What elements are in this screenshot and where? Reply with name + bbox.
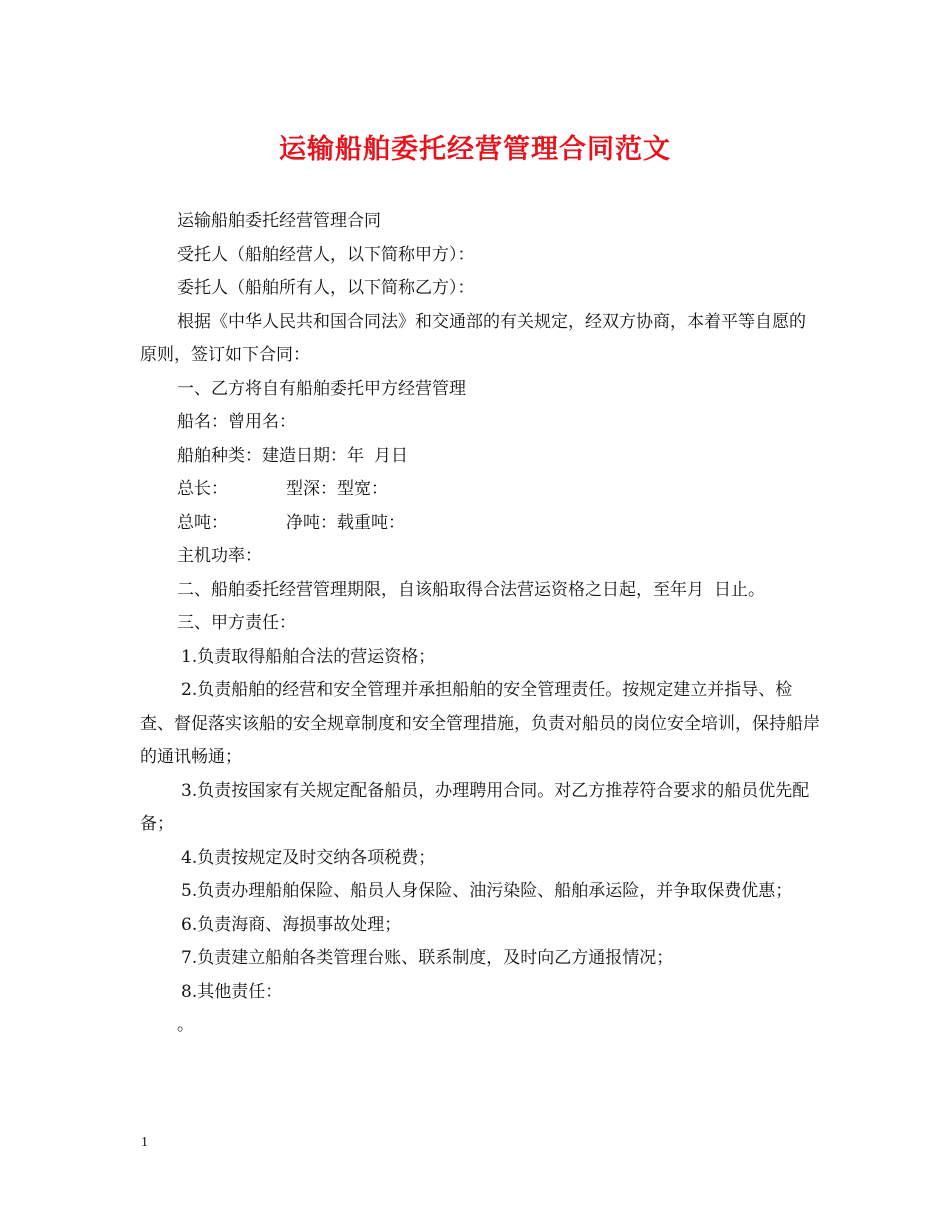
paragraph-entrusting-party: 委托人（船舶所有人，以下简称乙方）： bbox=[177, 278, 475, 298]
document-title: 运输船舶委托经营管理合同范文 bbox=[279, 134, 671, 165]
section-1-heading: 一、乙方将自有船舶委托甲方经营管理 bbox=[177, 378, 466, 399]
list-item-7: 7.负责建立船舶各类管理台账、联系制度，及时向乙方通报情况； bbox=[181, 948, 674, 968]
field-ship-name: 船名：曾用名： bbox=[177, 412, 296, 432]
field-build-date-rest: 月日 bbox=[374, 445, 408, 466]
list-item-3: 3.负责按国家有关规定配备船员，办理聘用合同。对乙方推荐符合要求的船员优先配备； bbox=[140, 780, 810, 834]
field-engine-power: 主机功率： bbox=[177, 546, 262, 566]
field-ship-type-label: 船舶种类：建造日期：年 bbox=[177, 445, 364, 466]
closing-mark: 。 bbox=[177, 1015, 194, 1035]
list-item-4: 4.负责按规定及时交纳各项税费； bbox=[181, 847, 436, 868]
section-2-term-end: 日止。 bbox=[714, 579, 765, 600]
list-item-8: 8.其他责任： bbox=[181, 981, 283, 1002]
paragraph-contract-name: 运输船舶委托经营管理合同 bbox=[177, 211, 381, 231]
section-2-term-text: 二、船舶委托经营管理期限，自该船取得合法营运资格之日起，至年月 bbox=[177, 579, 704, 600]
list-item-1: 1.负责取得船舶合法的营运资格； bbox=[181, 646, 436, 667]
field-length-depth-width bbox=[140, 473, 820, 507]
field-net-deadweight-label: 净吨：载重吨： bbox=[286, 512, 405, 533]
field-length-label: 总长： bbox=[177, 479, 228, 499]
list-item-2: 2.负责船舶的经营和安全管理并承担船舶的安全管理责任。按规定建立并指导、检查、督促落实该船的安全规章制度和安全管理措施，负责对船员的岗位安全培训，保持船岸的通讯畅通； bbox=[140, 680, 820, 767]
field-ship-type-build-date bbox=[140, 440, 820, 474]
section-2-term bbox=[140, 574, 820, 608]
list-item-5: 5.负责办理船舶保险、船员人身保险、油污染险、船舶承运险，并争取保费优惠； bbox=[181, 881, 793, 901]
list-item-6: 6.负责海商、海损事故处理； bbox=[181, 914, 402, 935]
page-number: 1 bbox=[141, 1135, 148, 1150]
paragraph-trustee: 受托人（船舶经营人，以下简称甲方）： bbox=[177, 244, 475, 265]
field-depth-width-label: 型深：型宽： bbox=[286, 479, 388, 499]
paragraph-legal-basis: 根据《中华人民共和国合同法》和交通部的有关规定，经双方协商，本着平等自愿的原则，签订如下合同： bbox=[140, 311, 806, 365]
section-3-heading: 三、甲方责任： bbox=[177, 613, 296, 633]
field-gross-tonnage-label: 总吨： bbox=[177, 512, 228, 533]
field-tonnage bbox=[140, 507, 820, 541]
document-body bbox=[140, 205, 820, 1043]
